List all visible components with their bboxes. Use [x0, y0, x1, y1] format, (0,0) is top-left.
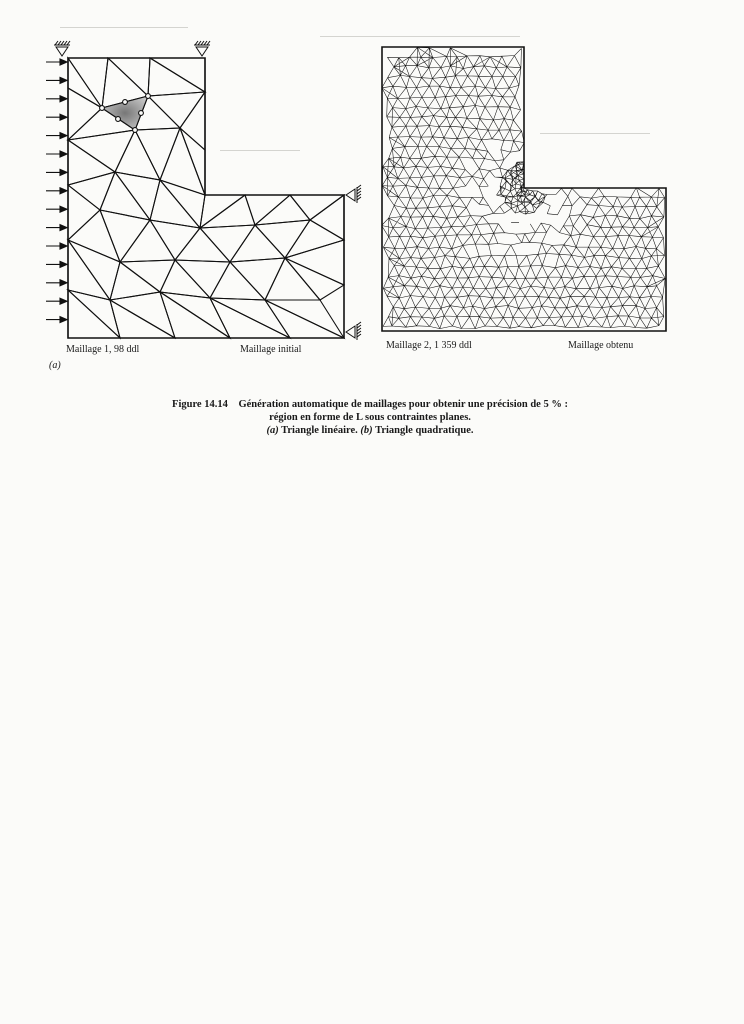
pin-support-icon	[346, 189, 355, 201]
mesh-element	[210, 298, 290, 338]
mesh-element	[68, 58, 108, 108]
support-hatch	[198, 41, 201, 45]
panel-label-a: (a)	[49, 360, 61, 371]
node-marker	[146, 94, 151, 99]
support-hatch	[357, 191, 361, 194]
mesh-element	[148, 92, 205, 128]
mesh-element	[120, 260, 175, 292]
load-arrowhead	[60, 206, 67, 212]
caption-text-a: Triangle linéaire.	[281, 425, 358, 436]
mesh-element	[68, 210, 120, 262]
mesh-element	[310, 195, 344, 240]
load-arrowhead	[60, 133, 67, 139]
mesh-element	[68, 290, 120, 338]
mesh-element	[100, 172, 150, 220]
refined-mesh	[382, 47, 666, 331]
figure-caption	[120, 398, 620, 437]
mesh-element	[115, 130, 160, 180]
support-hatch	[357, 197, 361, 200]
support-hatch	[357, 194, 361, 197]
load-arrowhead	[60, 59, 67, 65]
mesh-element	[110, 300, 175, 338]
load-arrowhead	[60, 225, 67, 231]
node-marker	[116, 117, 121, 122]
mesh-initial-title: Maillage initial	[240, 344, 302, 355]
caption-text-b: Triangle quadratique.	[375, 425, 474, 436]
mesh-element	[135, 128, 180, 180]
mesh-element	[150, 220, 200, 260]
support-hatch	[61, 41, 64, 45]
load-arrowhead	[60, 243, 67, 249]
mesh-element	[290, 195, 344, 220]
caption-line-2: région en forme de L sous contraintes planes.	[269, 412, 471, 423]
pin-support-icon	[196, 47, 208, 56]
mesh-element	[180, 92, 205, 150]
mesh-element	[160, 260, 210, 298]
load-arrowhead	[60, 280, 67, 286]
mesh-element	[120, 220, 175, 262]
mesh-element	[115, 172, 160, 220]
load-arrowhead	[60, 96, 67, 102]
mesh-element	[265, 258, 320, 300]
support-hatch	[207, 41, 210, 45]
support-hatch	[357, 331, 361, 334]
mesh-element	[160, 292, 230, 338]
support-hatch	[201, 41, 204, 45]
node-marker	[123, 100, 128, 105]
support-hatch	[357, 328, 361, 331]
mesh-element	[245, 195, 290, 225]
caption-line-1	[120, 398, 620, 411]
support-hatch	[357, 334, 361, 337]
mesh-element	[68, 58, 102, 108]
caption-line-3	[120, 424, 620, 437]
caption-text-1: Génération automatique de maillages pour obtenir une précision de 5 % :	[238, 399, 568, 410]
mesh-element	[175, 228, 230, 262]
caption-panel-b: (b)	[360, 425, 373, 436]
mesh-element	[285, 220, 344, 258]
load-arrowhead	[60, 188, 67, 194]
load-arrowhead	[60, 114, 67, 120]
mesh-element	[210, 262, 265, 300]
mesh-initial-label: Maillage 1, 98 ddl	[66, 344, 140, 355]
mesh-element	[68, 88, 102, 140]
mesh-element	[160, 180, 205, 228]
load-arrowhead	[60, 317, 67, 323]
mesh-final-label: Maillage 2, 1 359 ddl	[386, 340, 472, 351]
mesh-element	[230, 258, 285, 300]
caption-panel-a: (a)	[266, 425, 279, 436]
support-hatch	[204, 41, 207, 45]
support-hatch	[195, 41, 198, 45]
node-marker	[133, 128, 138, 133]
node-marker	[139, 111, 144, 116]
support-hatch	[357, 322, 361, 325]
mesh-outline	[68, 58, 344, 338]
node-marker	[100, 106, 105, 111]
support-hatch	[64, 41, 67, 45]
support-hatch	[67, 41, 70, 45]
mesh-element	[230, 225, 285, 262]
support-hatch	[357, 325, 361, 328]
load-arrowhead	[60, 261, 67, 267]
pin-support-icon	[346, 326, 355, 338]
load-arrowhead	[60, 77, 67, 83]
mesh-element	[175, 260, 230, 298]
initial-mesh	[46, 58, 344, 338]
mesh-final-title: Maillage obtenu	[568, 340, 634, 351]
load-arrowhead	[60, 169, 67, 175]
mesh-element	[110, 292, 175, 338]
mesh-element	[255, 220, 310, 258]
figure-number: Figure 14.14	[172, 399, 228, 410]
load-arrowhead	[60, 151, 67, 157]
mesh-element	[110, 262, 160, 300]
support-hatch	[58, 41, 61, 45]
support-hatch	[357, 185, 361, 188]
mesh-element	[148, 58, 205, 96]
support-hatch	[357, 188, 361, 191]
mesh-element	[68, 185, 100, 240]
load-arrowhead	[60, 298, 67, 304]
pin-support-icon	[56, 47, 68, 56]
support-hatch	[55, 41, 58, 45]
mesh-element	[160, 128, 205, 195]
mesh-element	[200, 225, 255, 262]
